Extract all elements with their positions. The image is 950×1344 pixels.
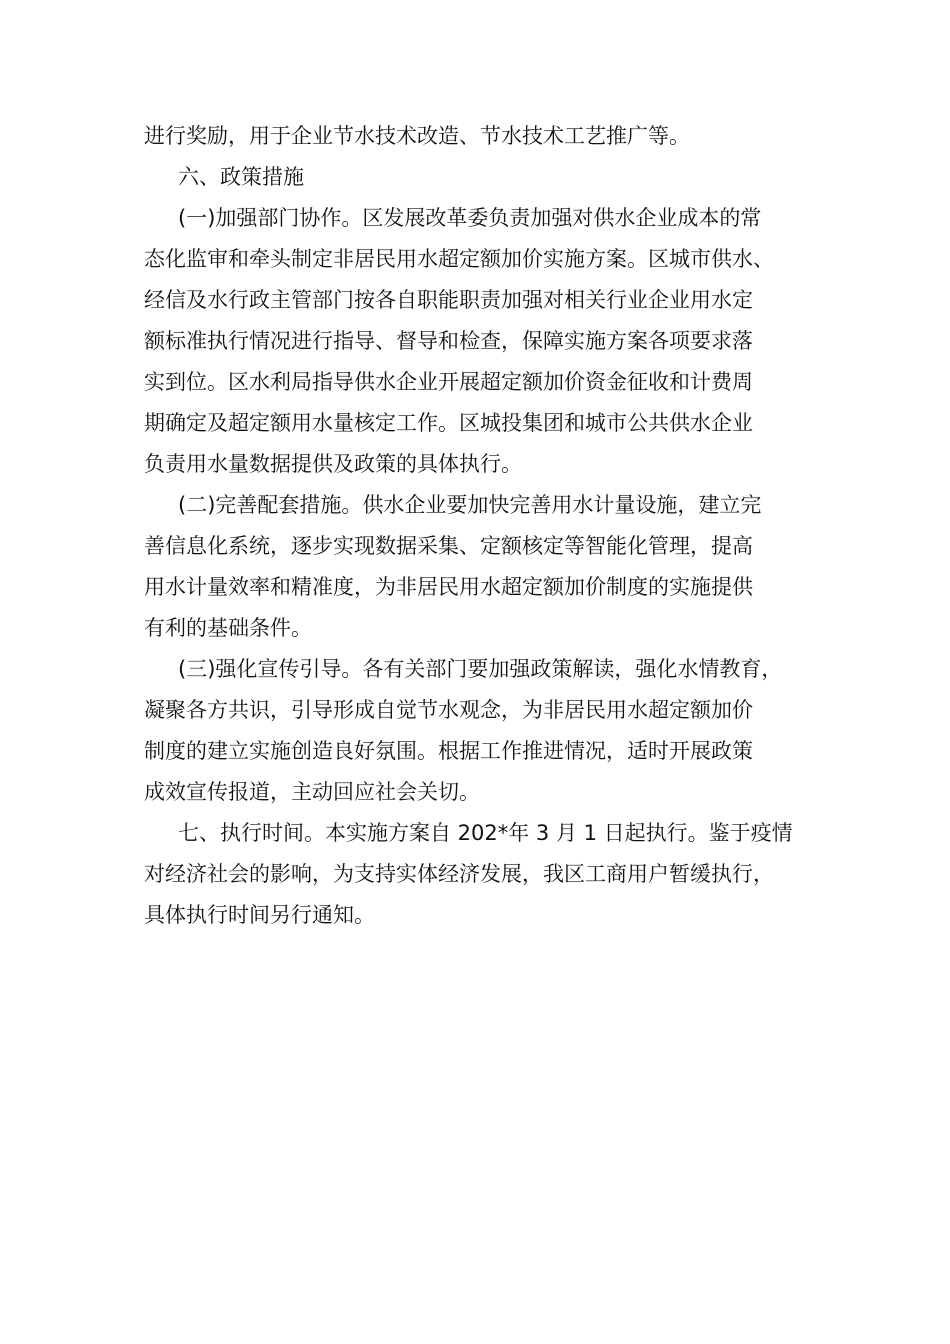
text-line: (三)强化宣传引导。各有关部门要加强政策解读，强化水情教育， (178, 657, 783, 681)
text-line: 对经济社会的影响，为支持实体经济发展，我区工商用户暂缓执行， (144, 862, 774, 886)
text-line: 额标准执行情况进行指导、督导和检查，保障实施方案各项要求落 (144, 329, 753, 353)
continuation-paragraph (144, 116, 828, 157)
section-heading-policy-measures (144, 157, 828, 198)
text-line: 善信息化系统，逐步实现数据采集、定额核定等智能化管理，提高 (144, 534, 753, 558)
text-line: (一)加强部门协作。区发展改革委负责加强对供水企业成本的常 (178, 206, 762, 230)
text-line: 期确定及超定额用水量核定工作。区城投集团和城市公共供水企业 (144, 411, 753, 435)
text-line: 凝聚各方共识，引导形成自觉节水观念，为非居民用水超定额加价 (144, 698, 753, 722)
text-line: 用水计量效率和精准度，为非居民用水超定额加价制度的实施提供 (144, 575, 753, 599)
text-line: 具体执行时间另行通知。 (144, 903, 375, 927)
text-line: 实到位。区水利局指导供水企业开展超定额加价资金征收和计费周 (144, 370, 753, 394)
text-line: (二)完善配套措施。供水企业要加快完善用水计量设施，建立完 (178, 493, 762, 517)
text-line: 成效宣传报道，主动回应社会关切。 (144, 780, 480, 804)
text-line: 态化监审和牵头制定非居民用水超定额加价实施方案。区城市供水、 (144, 247, 774, 271)
text-line: 经信及水行政主管部门按各自职能职责加强对相关行业企业用水定 (144, 288, 753, 312)
text-line: 进行奖励，用于企业节水技术改造、节水技术工艺推广等。 (144, 124, 690, 148)
measure-3-paragraph (144, 649, 828, 813)
text-line: 制度的建立实施创造良好氛围。根据工作推进情况，适时开展政策 (144, 739, 753, 763)
measure-1-paragraph (144, 198, 828, 485)
document-body (144, 116, 828, 936)
measure-2-paragraph (144, 485, 828, 649)
text-line: 七、执行时间。本实施方案自 202*年 3 月 1 日起执行。鉴于疫情 (178, 821, 793, 845)
text-line: 有利的基础条件。 (144, 616, 312, 640)
text-line: 负责用水量数据提供及政策的具体执行。 (144, 452, 522, 476)
section-seven-paragraph (144, 813, 828, 936)
section-heading: 六、政策措施 (178, 165, 304, 189)
